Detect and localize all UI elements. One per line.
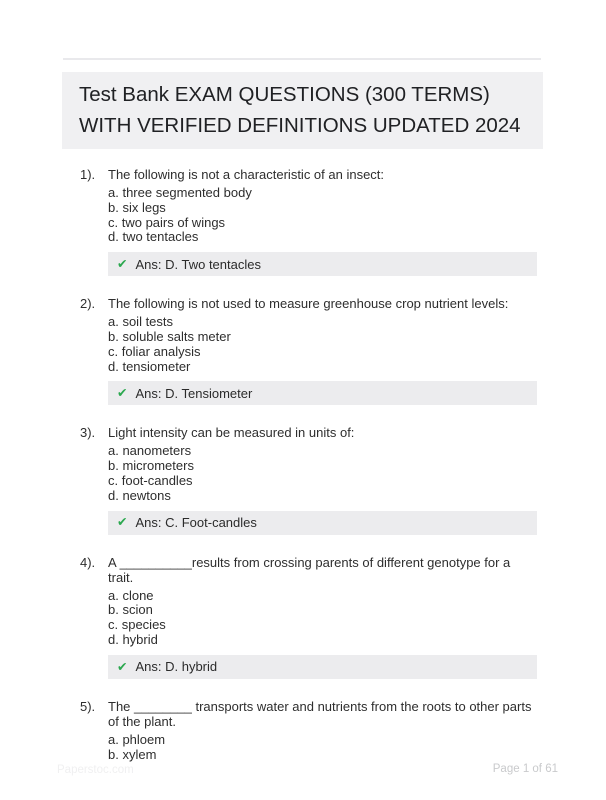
question-text: Light intensity can be measured in units of: (108, 425, 355, 441)
header-divider-line (63, 58, 541, 60)
option-line: c. foliar analysis (108, 343, 201, 359)
option-line: c. foot-candles (108, 472, 193, 488)
option-line: b. soluble salts meter (108, 328, 231, 344)
question-number: 5). (80, 698, 96, 714)
option-line: d. tensiometer (108, 358, 191, 374)
question-body (108, 425, 537, 534)
question-options (108, 589, 537, 648)
answer-box (108, 511, 537, 535)
answer-box (108, 252, 537, 276)
question-options (108, 444, 537, 503)
question-options (108, 733, 537, 763)
option-line: a. soil tests (108, 314, 174, 330)
option-line: d. hybrid (108, 631, 158, 647)
check-icon: ✔ (117, 659, 128, 674)
question-options (108, 315, 537, 374)
option-line: b. six legs (108, 199, 166, 215)
question-options (108, 186, 537, 245)
questions-list (80, 167, 537, 782)
footer-page-indicator: Page 1 of 61 (492, 763, 558, 775)
question-number: 2). (80, 296, 96, 312)
question-block (80, 555, 537, 679)
question-number: 3). (80, 425, 96, 441)
answer-box (108, 655, 537, 679)
question-number: 1). (80, 167, 96, 182)
check-icon: ✔ (117, 256, 128, 271)
option-line: a. clone (108, 587, 154, 603)
answer-text: Ans: D. hybrid (135, 659, 218, 675)
question-body (108, 167, 537, 276)
answer-text: Ans: D. Two tentacles (135, 256, 261, 272)
question-body (108, 555, 537, 679)
answer-text: Ans: D. Tensiometer (135, 385, 253, 401)
check-icon: ✔ (117, 386, 128, 401)
answer-text: Ans: C. Foot-candles (135, 515, 257, 531)
question-text: A __________results from crossing parents of different genotype for a trait. (108, 554, 511, 585)
footer-watermark: Paperstoc.com (57, 764, 134, 776)
question-block (80, 699, 537, 763)
question-body (108, 699, 537, 763)
question-body (108, 296, 537, 405)
option-line: c. species (108, 617, 166, 633)
answer-box (108, 381, 537, 405)
question-block (80, 296, 537, 405)
option-line: a. phloem (108, 731, 166, 747)
option-line: c. two pairs of wings (108, 214, 226, 230)
option-line: a. three segmented body (108, 185, 252, 200)
document-title: Test Bank EXAM QUESTIONS (300 TERMS) WITH VERIFIED DEFINITIONS UPDATED 2024 (62, 72, 543, 149)
check-icon: ✔ (117, 515, 128, 530)
option-line: d. newtons (108, 487, 171, 503)
option-line: b. xylem (108, 746, 157, 762)
question-text: The following is not a characteristic of an insect: (108, 167, 385, 182)
option-line: b. scion (108, 602, 153, 618)
question-block (80, 425, 537, 534)
question-block (80, 167, 537, 276)
option-line: d. two tentacles (108, 229, 199, 245)
option-line: b. micrometers (108, 458, 194, 474)
option-line: a. nanometers (108, 443, 192, 459)
question-text: The following is not used to measure greenhouse crop nutrient levels: (108, 296, 509, 312)
question-number: 4). (80, 554, 96, 570)
question-text: The ________ transports water and nutrients from the roots to other parts of the plant. (108, 698, 532, 729)
